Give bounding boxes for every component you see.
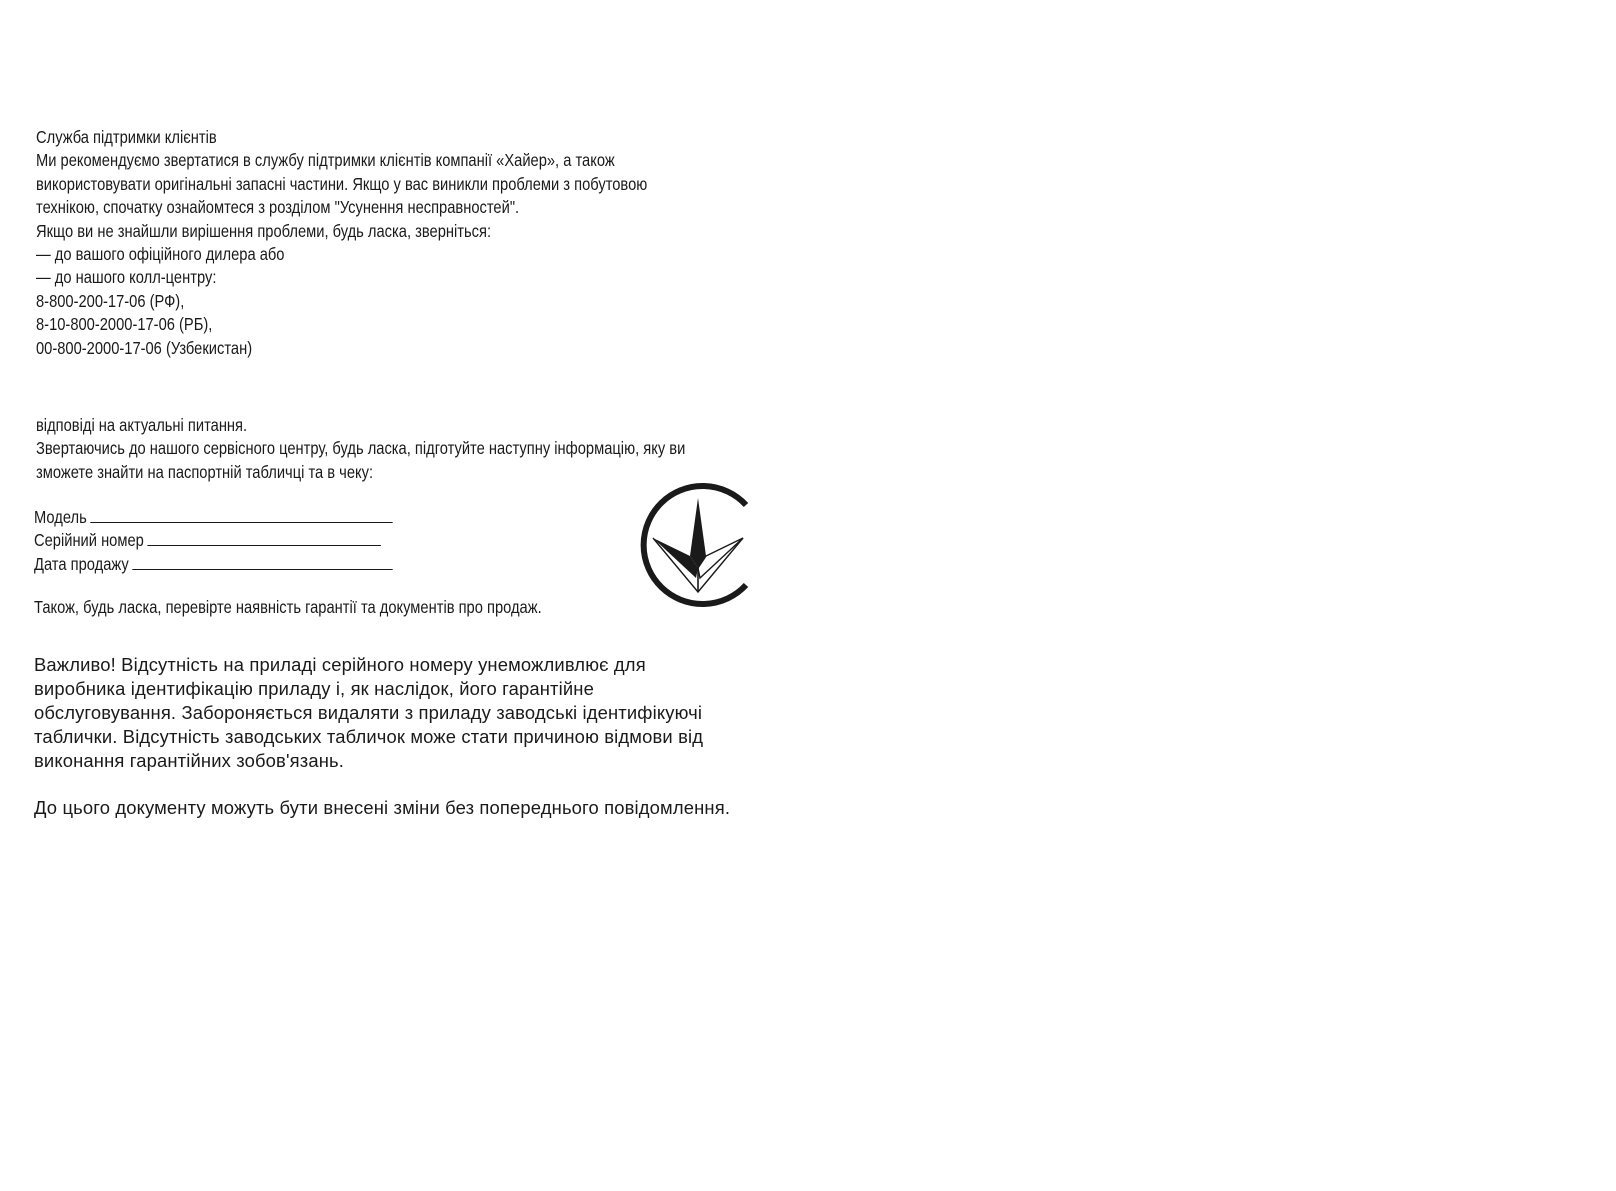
service-text-line: відповіді на актуальні питання. (36, 415, 248, 435)
support-text-line: Якщо ви не знайшли вирішення проблеми, будь ласка, зверніться: (36, 220, 492, 241)
important-notice (34, 653, 703, 773)
phone-number-rb: 8-10-800-2000-17-06 (РБ), (36, 314, 213, 335)
phone-number-uz: 00-800-2000-17-06 (Узбекистан) (36, 337, 253, 358)
service-center-section (36, 414, 685, 484)
sale-date-label: Дата продажу (34, 553, 129, 574)
mark-top-petal (690, 498, 706, 568)
contact-option-call-center: — до нашого колл-центру: (36, 267, 217, 288)
support-heading: Служба підтримки клієнтів (36, 127, 217, 147)
model-row (34, 505, 393, 528)
support-text-line: Ми рекомендуємо звертатися в службу підтримки клієнтів компанії «Хайер», а також (36, 150, 615, 171)
important-text-line: Важливо! Відсутність на приладі серійного номеру унеможливлює для (34, 654, 646, 675)
support-text-line: технікою, спочатку ознайомтеся з розділом "Усунення несправностей". (36, 197, 520, 218)
important-text-line: таблички. Відсутність заводських табличок може стати причиною відмови від (34, 726, 704, 747)
contact-option-dealer: — до вашого офіційного дилера або (36, 244, 285, 265)
mark-left-petal (653, 538, 698, 578)
phone-number-rf: 8-800-200-17-06 (РФ), (36, 290, 185, 311)
model-label: Модель (34, 507, 87, 527)
service-text-line: зможете знайти на паспортній табличці та в чеку: (36, 461, 374, 482)
customer-support-section (36, 126, 647, 360)
important-text-line: виробника ідентифікацію приладу і, як наслідок, його гарантійне (34, 678, 594, 699)
important-text-line: обслуговування. Забороняється видаляти з приладу заводські ідентифікуючі (34, 702, 703, 723)
sale-date-blank-line (132, 552, 392, 570)
sale-date-row (34, 552, 393, 575)
important-text-line: виконання гарантійних зобов'язань. (34, 750, 345, 771)
serial-number-blank-line (147, 528, 381, 546)
ukrainian-conformity-mark-icon (638, 482, 758, 608)
product-info-form (34, 505, 393, 575)
model-blank-line (90, 505, 392, 523)
service-text-line: Звертаючись до нашого сервісного центру, будь ласка, підготуйте наступну інформацію, яку ви (36, 438, 686, 459)
serial-number-label: Серійний номер (34, 530, 144, 551)
mark-right-petal (698, 538, 743, 578)
check-documents-note: Також, будь ласка, перевірте наявність гарантії та документів про продаж. (34, 597, 542, 617)
document-changes-note: До цього документу можуть бути внесені зміни без попереднього повідомлення. (34, 797, 731, 818)
support-text-line: використовувати оригінальні запасні частини. Якщо у вас виникли проблеми з побутовою (36, 173, 648, 194)
serial-number-row (34, 528, 393, 551)
